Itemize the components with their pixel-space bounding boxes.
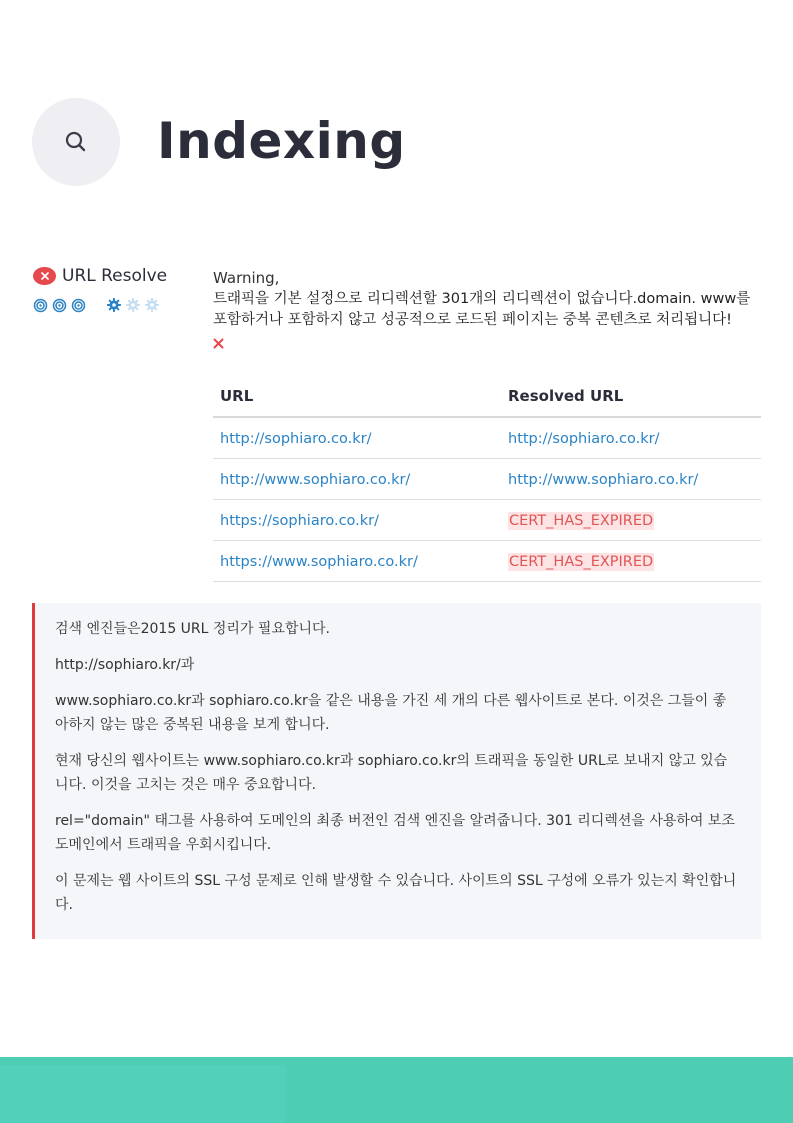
table-row [213,417,761,459]
resolved-url-error [501,500,761,541]
resolved-url-link[interactable]: http://sophiaro.co.kr/ [501,417,761,459]
note-paragraph: 검색 엔진들은2015 URL 정리가 필요합니다. [55,621,330,637]
note-paragraph: www.sophiaro.co.kr과 sophiaro.co.kr을 같은 내용을 가진 세 개의 다른 웹사이트로 본다. 이것은 그들이 좋아하지 않는 많은 중복된 내용을 보게 합니다. [55,693,727,733]
warning-message: 트래픽을 기본 설정으로 리디렉션할 301개의 리디렉션이 없습니다.domain. www를 포함하거나 포함하지 않고 성공적으로 로드된 페이지는 중복 콘텐츠로 처리됩니다! [213,291,751,328]
column-header-url: URL [213,379,501,417]
note-paragraph: rel="domain" 태그를 사용하여 도메인의 최종 버전인 검색 엔진을 알려줍니다. 301 리디렉션을 사용하여 보조 도메인에서 트래픽을 우회시킵니다. [55,813,735,853]
target-icon [52,298,67,313]
gear-icon [144,297,160,313]
url-link[interactable]: http://sophiaro.co.kr/ [213,417,501,459]
table-row [213,541,761,582]
check-rating [33,297,163,313]
target-icon [71,298,86,313]
footer-shade [0,1065,286,1123]
search-icon [32,98,120,186]
url-resolve-table [213,379,761,582]
check-label: URL Resolve [62,266,168,286]
gear-icon [125,297,141,313]
explanation-note [32,603,761,939]
note-paragraph: 현재 당신의 웹사이트는 www.sophiaro.co.kr과 sophiaro.co.kr의 트래픽을 동일한 URL로 보내지 않고 있습니다. 이것을 고치는 것은 매우 중요합니다. [55,753,728,793]
error-badge: CERT_HAS_EXPIRED [509,553,654,570]
target-icon [33,298,48,313]
page-title: Indexing [157,112,406,170]
column-header-resolved-url: Resolved URL [501,379,761,417]
resolved-url-link[interactable]: http://www.sophiaro.co.kr/ [501,459,761,500]
error-x-icon [33,267,56,285]
gear-icon [106,297,122,313]
note-paragraph: http://sophiaro.kr/과 [55,657,195,673]
warning-title: Warning, [213,269,280,287]
note-paragraph: 이 문제는 웹 사이트의 SSL 구성 문제로 인해 발생할 수 있습니다. 사이트의 SSL 구성에 오류가 있는지 확인합니다. [55,873,737,913]
close-icon [213,335,761,356]
table-row [213,459,761,500]
url-link[interactable]: http://www.sophiaro.co.kr/ [213,459,501,500]
resolved-url-error [501,541,761,582]
url-link[interactable]: https://www.sophiaro.co.kr/ [213,541,501,582]
check-title [33,266,167,286]
error-badge: CERT_HAS_EXPIRED [509,512,654,529]
warning-block [213,268,761,356]
footer-band [0,1057,793,1123]
url-link[interactable]: https://sophiaro.co.kr/ [213,500,501,541]
table-row [213,500,761,541]
table-header-row [213,379,761,417]
